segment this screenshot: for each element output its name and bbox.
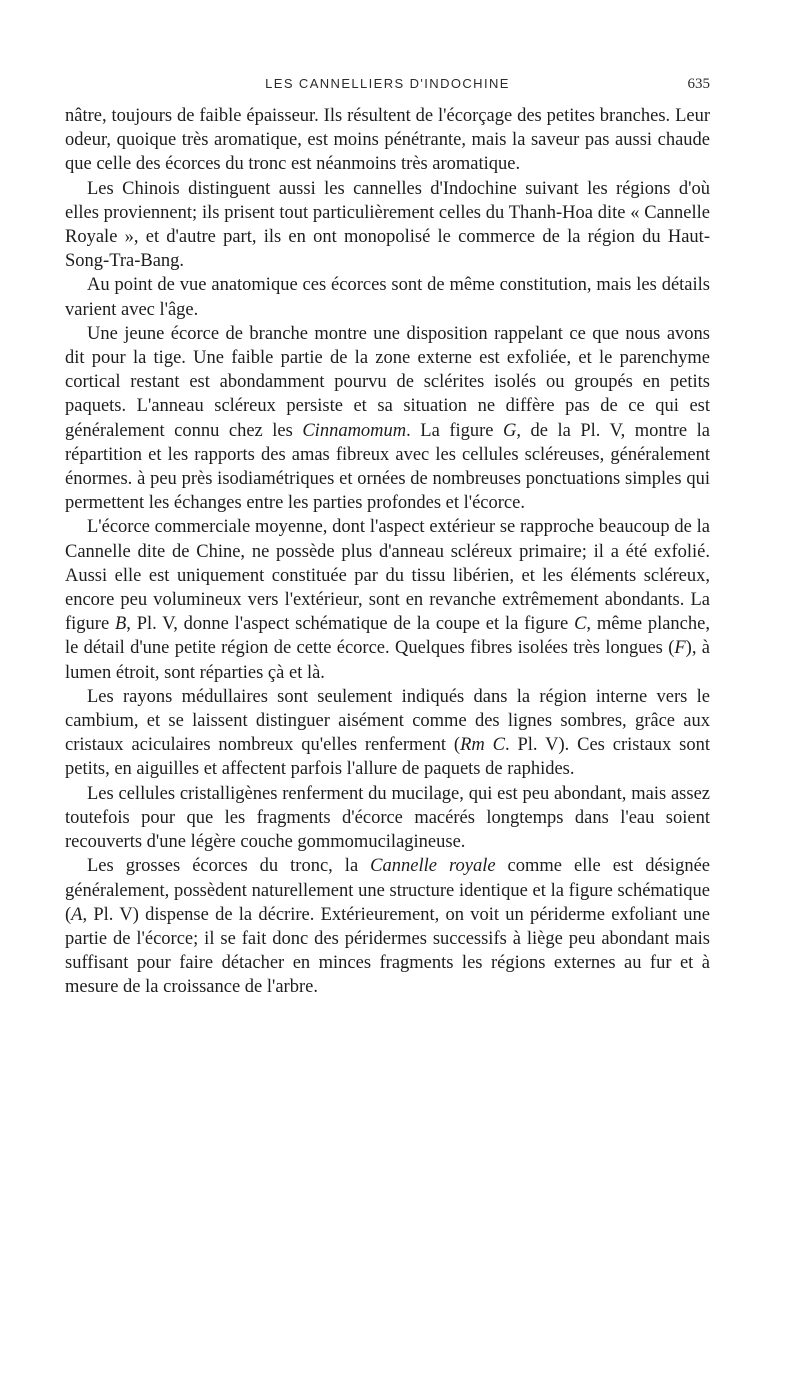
paragraph xyxy=(65,104,710,177)
text-run: Les rayons médullaires sont seulement indiqués dans la région interne vers le cambium, et se laissent distinguer aisément comme des lignes sombres, grâce aux cristaux aciculaires nombreux qu'elles renferment ( xyxy=(65,686,710,756)
text-run: comme elle est désignée généralement, possèdent naturellement une structure identique et la figure schématique ( xyxy=(65,856,710,925)
italic-text: G xyxy=(503,420,517,441)
running-head xyxy=(65,70,710,104)
body-text xyxy=(65,104,710,1000)
text-run: , même planche, le détail d'une petite région de cette écorce. Quelques fibres isolées très longues ( xyxy=(65,614,710,659)
paragraph xyxy=(65,273,710,321)
text-run: L'écorce commerciale moyenne, dont l'aspect extérieur se rapproche beaucoup de la Cannelle dite de Chine, ne possède plus d'anneau scléreux primaire; il a été exfolié. Aussi elle est uniquement constituée par du tissu libérien, et les éléments scléreux, encore peu volumineux vers l'extérieur, sont en revanche extrêmement abondants. La figure xyxy=(65,517,710,635)
text-run: ), à lumen étroit, sont réparties çà et là. xyxy=(65,638,710,683)
text-run: . Pl. V). Ces cristaux sont petits, en aiguilles et affectent parfois l'allure de paquets de raphides. xyxy=(65,735,711,780)
italic-text: A xyxy=(71,904,83,925)
text-run: Les grosses écorces du tronc, la xyxy=(87,856,371,877)
text-run: Au point de vue anatomique ces écorces sont de même constitution, mais les détails varient avec l'âge. xyxy=(65,275,710,320)
paragraph xyxy=(65,515,710,684)
text-run: , de la Pl. V, montre la répartition et les rapports des amas fibreux avec les cellules scléreuses, généralement énormes. à peu près isodiamétriques et ornées de nombreuses ponctuations simples qui permettent les échanges entre les parties profondes et l'écorce. xyxy=(65,420,710,514)
italic-text: Rm C xyxy=(460,735,505,756)
paragraph xyxy=(65,685,710,782)
text-run: Les Chinois distinguent aussi les cannelles d'Indochine suivant les régions d'où elles proviennent; ils prisent tout particulièrement celles du Thanh-Hoa dite « Cannelle Royale », et d'autre part, ils en ont monopolisé le commerce de la région du Haut-Song-Tra-Bang. xyxy=(65,178,710,272)
page-number: 635 xyxy=(687,76,710,92)
text-run: . La figure xyxy=(406,420,504,441)
italic-text: F xyxy=(674,638,686,659)
text-run: Une jeune écorce de branche montre une disposition rappelant ce que nous avons dit pour la tige. Une faible partie de la zone externe est exfoliée, et le parenchyme cortical restant est abondamment pourvu de sclérites isolés ou groupés en petits paquets. L'anneau scléreux persiste et sa situation ne diffère pas de ce qui est généralement connu chez les xyxy=(65,323,710,441)
italic-text: B xyxy=(114,614,127,635)
text-run: , Pl. V, donne l'aspect schématique de la coupe et la figure xyxy=(126,614,575,635)
italic-text: Cannelle royale xyxy=(370,856,496,877)
italic-text: C xyxy=(574,614,587,635)
italic-text: Cinnamomum xyxy=(302,420,407,441)
text-run: Les cellules cristalligènes renferment du mucilage, qui est peu abondant, mais assez toutefois pour que les fragments d'écorce macérés longtemps dans l'eau soient recouverts d'une légère couche gommomucilagineuse. xyxy=(65,783,710,853)
paragraph xyxy=(65,177,710,274)
text-run: , Pl. V) dispense de la décrire. Extérieurement, on voit un périderme exfoliant une partie de l'écorce; il se fait donc des péridermes successifs à liège peu abondant mais suffisant pour faire détacher en minces fragments les régions externes au fur et à mesure de la croissance de l'arbre. xyxy=(65,904,710,998)
paragraph xyxy=(65,854,710,999)
running-title: LES CANNELLIERS D'INDOCHINE xyxy=(265,76,510,91)
book-page xyxy=(65,70,710,1000)
paragraph xyxy=(65,782,710,855)
paragraph xyxy=(65,322,710,516)
text-run: nâtre, toujours de faible épaisseur. Ils résultent de l'écorçage des petites branches. Leur odeur, quoique très aromatique, est moins pénétrante, mais la saveur pas aussi chaude que celle des écorces du tronc est néanmoins très aromatique. xyxy=(65,106,710,175)
